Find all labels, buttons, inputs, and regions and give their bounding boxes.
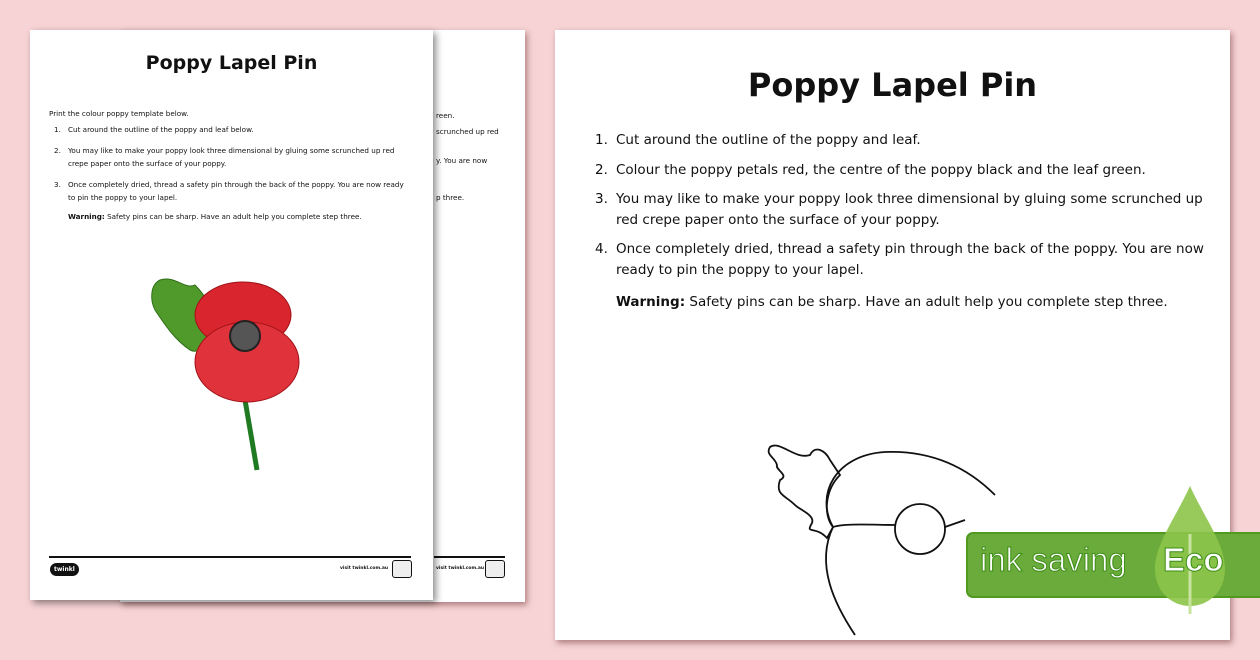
warning-label: Warning:	[68, 212, 105, 221]
intro-text: Print the colour poppy template below.	[49, 109, 189, 118]
step-text: Colour the poppy petals red, the centre of the poppy black and the leaf green.	[616, 161, 1146, 178]
warning-label: Warning:	[616, 294, 686, 310]
step-text: Once completely dried, thread a safety pin through the back of the poppy. You are now ready to pin the poppy to your lapel.	[616, 241, 1204, 278]
warning	[68, 210, 362, 223]
fragment: y. You are now	[436, 156, 488, 165]
step-number: 3.	[595, 191, 608, 207]
page-title: Poppy Lapel Pin	[747, 66, 1038, 104]
footer-url: visit twinkl.com.au	[340, 566, 389, 571]
fragment: reen.	[436, 111, 455, 120]
colour-worksheet-page	[30, 30, 433, 600]
warning	[595, 292, 1205, 313]
step-text: Cut around the outline of the poppy and leaf.	[616, 132, 921, 148]
page-title: Poppy Lapel Pin	[145, 52, 318, 74]
step-number: 2.	[54, 146, 61, 155]
step-number: 4.	[595, 241, 608, 257]
step-number: 1.	[54, 125, 61, 134]
warning-text: Safety pins can be sharp. Have an adult help you complete step three.	[685, 294, 1168, 310]
step-item	[54, 123, 404, 136]
step-item	[595, 239, 1205, 280]
step-item	[54, 144, 404, 170]
quality-badge-icon	[485, 560, 505, 578]
step-item	[595, 189, 1205, 230]
ink-saving-label: ink saving	[980, 541, 1127, 578]
step-number: 3.	[54, 180, 61, 189]
step-number: 1.	[595, 132, 608, 148]
colour-poppy-illustration	[145, 270, 345, 475]
footer-divider	[49, 556, 411, 558]
step-text: Cut around the outline of the poppy and leaf below.	[68, 125, 254, 134]
steps-list	[54, 123, 404, 212]
step-number: 2.	[595, 161, 608, 178]
quality-badge-icon	[392, 560, 412, 578]
eco-label: Eco	[1163, 541, 1224, 578]
steps-list	[595, 130, 1205, 322]
warning-text: Safety pins can be sharp. Have an adult help you complete step three.	[104, 212, 362, 221]
fragment: p three.	[436, 193, 465, 202]
footer-url: visit twinkl.com.au	[436, 566, 485, 571]
twinkl-logo: twinkl	[50, 563, 79, 576]
step-text: You may like to make your poppy look three dimensional by gluing some scrunched up red crepe paper onto the surface of your poppy.	[68, 146, 395, 168]
step-item	[595, 130, 1205, 151]
step-item	[54, 178, 404, 204]
step-item	[595, 160, 1205, 181]
footer-divider	[434, 556, 505, 558]
fragment: scrunched up red	[436, 127, 499, 136]
ink-saving-eco-badge	[966, 532, 1260, 598]
step-text: You may like to make your poppy look three dimensional by gluing some scrunched up red crepe paper onto the surface of your poppy.	[616, 191, 1203, 228]
step-text: Once completely dried, thread a safety pin through the back of the poppy. You are now ready to pin the poppy to your lapel.	[68, 180, 404, 202]
